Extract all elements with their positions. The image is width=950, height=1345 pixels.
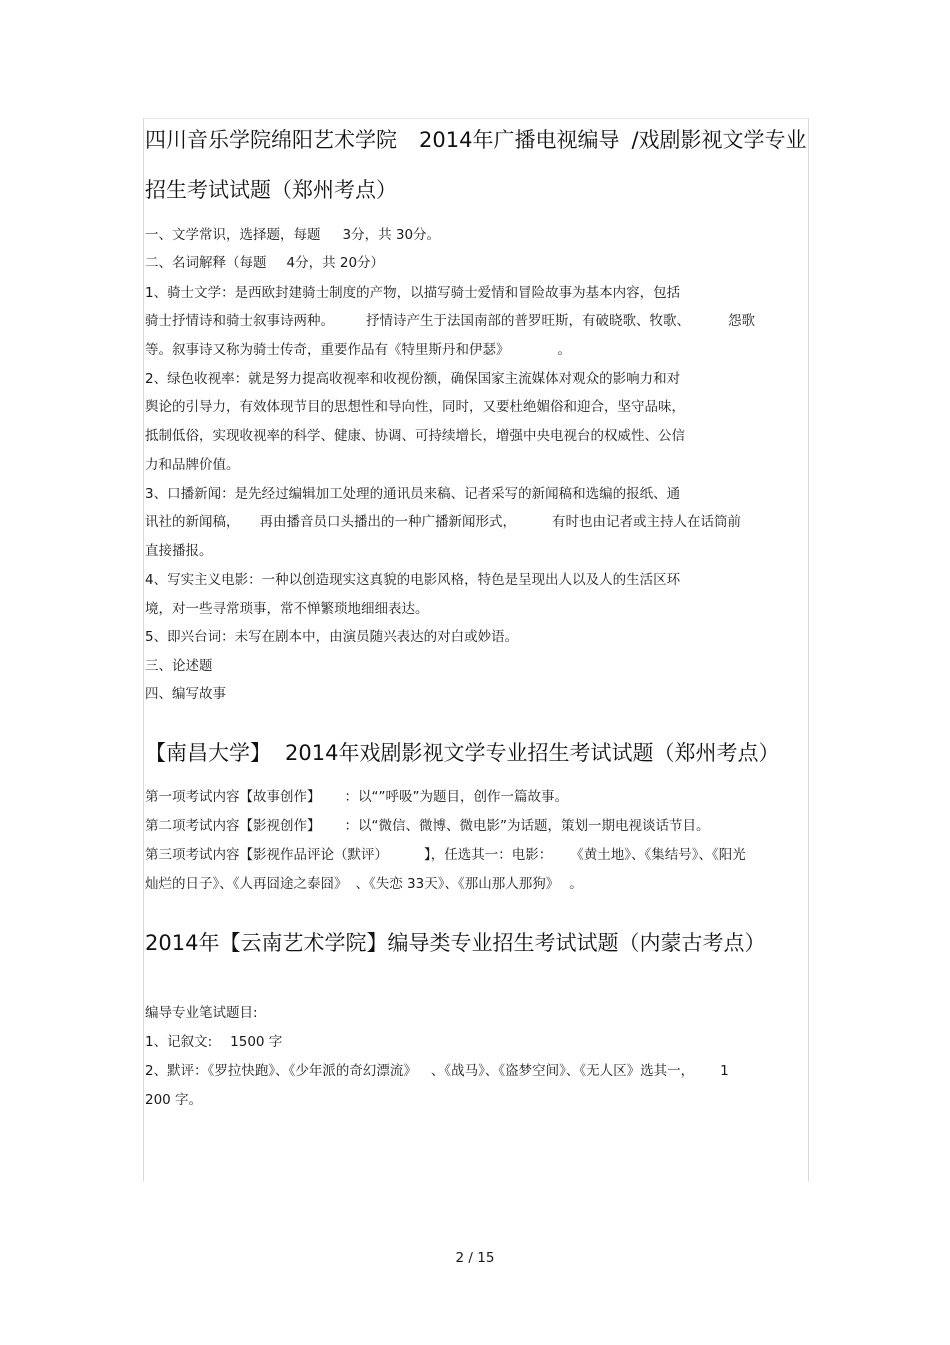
title-part: /戏剧影视文学专业	[631, 128, 807, 152]
text-line	[145, 1033, 282, 1051]
text-line	[145, 846, 746, 864]
text-line: 编导专业笔试题目:	[145, 1005, 258, 1021]
text-span: 3分，共 30分。	[342, 227, 441, 243]
section1-title-line2: 招生考试试题（郑州考点）	[145, 178, 397, 202]
text-span: 一、文学常识，选择题，每题	[145, 227, 321, 243]
section3-title: 2014年【云南艺术学院】编导类专业招生考试试题（内蒙古考点）	[145, 931, 766, 955]
text-span: 第三项考试内容【影视作品评论（默评）	[145, 847, 388, 863]
text-span: 再由播音员口头播出的一种广播新闻形式，	[259, 514, 516, 530]
text-line: 4、写实主义电影：一种以创造现实这真貌的电影风格，特色是呈现出人以及人的生活区环	[145, 572, 681, 588]
text-span: ：以“”呼吸”为题目，创作一篇故事。	[344, 789, 568, 805]
text-line	[145, 788, 568, 806]
text-span: 4分，共 20分）	[286, 255, 385, 271]
text-span: 怨歌	[728, 313, 755, 329]
text-span: 1、记叙文:	[145, 1034, 213, 1050]
text-line: 3、口播新闻：是先经过编辑加工处理的通讯员来稿、记者采写的新闻稿和选编的报纸、通	[145, 486, 681, 502]
text-line	[145, 254, 384, 272]
text-line: 四、编写故事	[145, 686, 226, 702]
text-span: 二、名词解释（每题	[145, 255, 267, 271]
text-span: 】，任选其一：电影：	[424, 847, 553, 863]
text-line: 舆论的引导力，有效体现节目的思想性和导向性，同时，又要杜绝媚俗和迎合，坚守品味，	[145, 399, 685, 415]
title-part: 2014年广播电视编导	[419, 128, 620, 152]
text-line: 200 字。	[145, 1092, 203, 1108]
text-span: 。	[569, 876, 583, 892]
text-line: 抵制低俗，实现收视率的科学、健康、协调、可持续增长，增强中央电视台的权威性、公信	[145, 428, 685, 444]
text-line: 力和品牌价值。	[145, 457, 240, 473]
text-span: 第一项考试内容【故事创作】	[145, 789, 321, 805]
text-line: 5、即兴台词：未写在剧本中，由演员随兴表达的对白或妙语。	[145, 629, 519, 645]
section1-title-line1	[145, 126, 807, 154]
text-span: 、《失恋 33天》、《那山那人那狗》	[355, 876, 560, 892]
title-part: 2014年戏剧影视文学专业招生考试试题（郑州考点）	[285, 741, 780, 765]
text-span: 、《战马》、《盗梦空间》、《无人区》选其一，	[430, 1063, 695, 1079]
text-line	[145, 226, 440, 244]
text-line	[145, 312, 755, 330]
text-span: 有时也由记者或主持人在话筒前	[552, 514, 741, 530]
text-line: 2、绿色收视率：就是努力提高收视率和收视份额，确保国家主流媒体对观众的影响力和对	[145, 371, 681, 387]
text-span: 讯社的新闻稿，	[145, 514, 240, 530]
text-span: 1	[720, 1063, 729, 1079]
text-span: 。	[557, 342, 571, 358]
text-span: ：以“微信、微博、微电影”为话题，策划一期电视谈话节目。	[344, 818, 710, 834]
text-span: 灿烂的日子》、《人再囧途之泰囧》	[145, 876, 348, 892]
text-span: 第二项考试内容【影视创作】	[145, 818, 321, 834]
text-line: 三、论述题	[145, 658, 213, 674]
text-span: 1500 字	[230, 1034, 283, 1050]
text-line	[145, 817, 710, 835]
text-span: 等。叙事诗又称为骑士传奇，重要作品有《特里斯丹和伊瑟》	[145, 342, 510, 358]
text-span: 《黄土地》、《集结号》、《阳光	[570, 847, 746, 863]
text-line: 1、骑士文学：是西欧封建骑士制度的产物，以描写骑士爱情和冒险故事为基本内容，包括	[145, 285, 681, 301]
page-number: 2 / 15	[455, 1250, 495, 1266]
title-part: 【南昌大学】	[145, 741, 271, 765]
text-line	[145, 513, 741, 531]
text-line: 直接播报。	[145, 543, 213, 559]
text-span: 骑士抒情诗和骑士叙事诗两种。	[145, 313, 334, 329]
text-line	[145, 1062, 729, 1080]
text-line: 境，对一些寻常琐事，常不惮繁琐地细细表达。	[145, 601, 429, 617]
text-line	[145, 875, 583, 893]
text-span: 抒情诗产生于法国南部的普罗旺斯，有破晓歌、牧歌、	[366, 313, 690, 329]
text-span: 2、默评：《罗拉快跑》、《少年派的奇幻漂流》	[145, 1063, 417, 1079]
section2-title	[145, 739, 779, 767]
text-line	[145, 341, 571, 359]
title-part: 四川音乐学院绵阳艺术学院	[145, 128, 397, 152]
